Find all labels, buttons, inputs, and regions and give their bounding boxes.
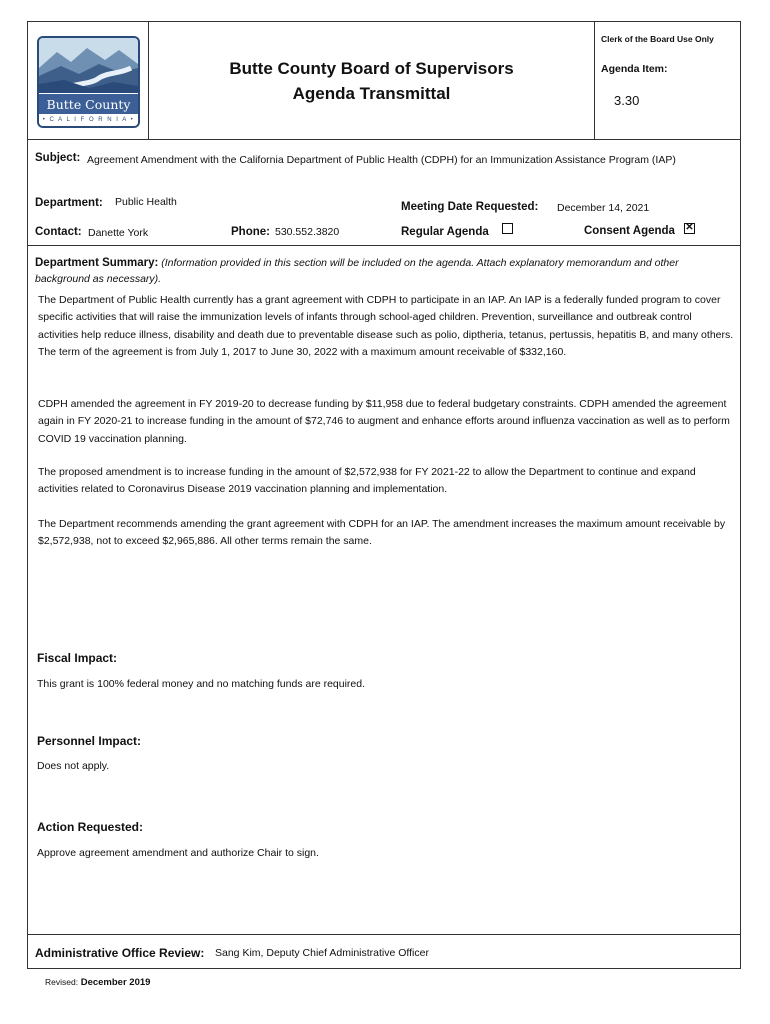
department-value: Public Health — [115, 196, 177, 208]
consent-agenda-label: Consent Agenda — [584, 225, 675, 237]
personnel-impact-heading: Personnel Impact: — [37, 734, 142, 748]
admin-review-row — [28, 934, 740, 968]
form-header — [28, 22, 740, 140]
agenda-item-label: Agenda Item: — [601, 63, 668, 75]
subject-label: Subject: — [35, 152, 81, 164]
phone-label: Phone: — [231, 226, 270, 238]
summary-label: Department Summary: — [35, 257, 159, 269]
logo-state-name: • C A L I F O R N I A • — [39, 115, 138, 126]
regular-agenda-label: Regular Agenda — [401, 226, 489, 238]
info-section — [28, 140, 740, 246]
butte-county-logo — [37, 36, 140, 128]
landscape-icon — [39, 38, 138, 94]
contact-label: Contact: — [35, 226, 82, 238]
logo-cell — [28, 22, 149, 140]
page-title: Butte County Board of Supervisors — [229, 59, 514, 78]
personnel-impact-text: Does not apply. — [37, 760, 110, 772]
subject-value: Agreement Amendment with the California Department of Public Health (CDPH) for an Immunization Assistance Program (IAP) — [87, 154, 676, 166]
summary-paragraph: The proposed amendment is to increase funding in the amount of $2,572,938 for FY 2021-22 to allow the Department to continue and expand activities related to Coronavirus Disease 2019 vaccination planning and implementation. — [38, 466, 696, 496]
action-requested-text: Approve agreement amendment and authorize Chair to sign. — [37, 847, 319, 859]
regular-agenda-checkbox[interactable] — [502, 223, 513, 234]
fiscal-impact-heading: Fiscal Impact: — [37, 651, 118, 665]
clerk-cell — [595, 22, 740, 140]
summary-section — [28, 246, 740, 934]
fiscal-impact-text: This grant is 100% federal money and no matching funds are required. — [37, 678, 366, 690]
title-cell — [149, 22, 595, 140]
revised-label: Revised: — [45, 977, 79, 987]
contact-value: Danette York — [88, 227, 149, 239]
summary-paragraph: CDPH amended the agreement in FY 2019-20 to decrease funding by $11,958 due to federal budgetary constraints. CDPH amended the agreement again in FY 2020-21 to increase funding in the amount of $72,746 to augment and enhance efforts around influenza vaccination as well as to perform COVID 19 vaccination planning. — [38, 398, 730, 445]
meeting-date-value: December 14, 2021 — [557, 202, 650, 214]
admin-review-label: Administrative Office Review: — [35, 946, 205, 960]
agenda-transmittal-form — [27, 21, 741, 969]
meeting-date-label: Meeting Date Requested: — [401, 201, 539, 213]
summary-paragraph: The Department recommends amending the grant agreement with CDPH for an IAP. The amendment increases the maximum amount receivable by $2,572,938, not to exceed $2,965,886. All other terms remain the same. — [38, 518, 726, 548]
department-label: Department: — [35, 197, 103, 209]
action-requested-heading: Action Requested: — [37, 820, 144, 834]
logo-county-name: Butte County — [39, 93, 138, 115]
summary-note: (Information provided in this section will be included on the agenda. Attach explanatory memorandum and other background as necessary). — [35, 257, 679, 285]
consent-agenda-checkbox[interactable]: ✕ — [685, 222, 694, 233]
summary-paragraph: The Department of Public Health currently has a grant agreement with CDPH to participate in an IAP. An IAP is a federally funded program to cover specific activities that will raise the immunization levels of infants through school-aged children. Prevention, surveillance and outbreak control activities help reduce illness, disability and death due to preventable disease such as polio, diptheria, tetanus, pertussis, hepatitis B, and many others. The term of the agreement is from July 1, 2017 to June 30, 2022 with a maximum amount receivable of $332,160. — [38, 294, 734, 358]
admin-review-value: Sang Kim, Deputy Chief Administrative Officer — [215, 947, 429, 959]
revision-note — [45, 977, 150, 988]
revised-date: December 2019 — [80, 977, 151, 988]
summary-heading — [35, 255, 735, 287]
agenda-item-value: 3.30 — [614, 93, 640, 108]
page-subtitle: Agenda Transmittal — [292, 84, 451, 103]
clerk-use-label: Clerk of the Board Use Only — [601, 34, 714, 44]
phone-value: 530.552.3820 — [275, 226, 340, 238]
